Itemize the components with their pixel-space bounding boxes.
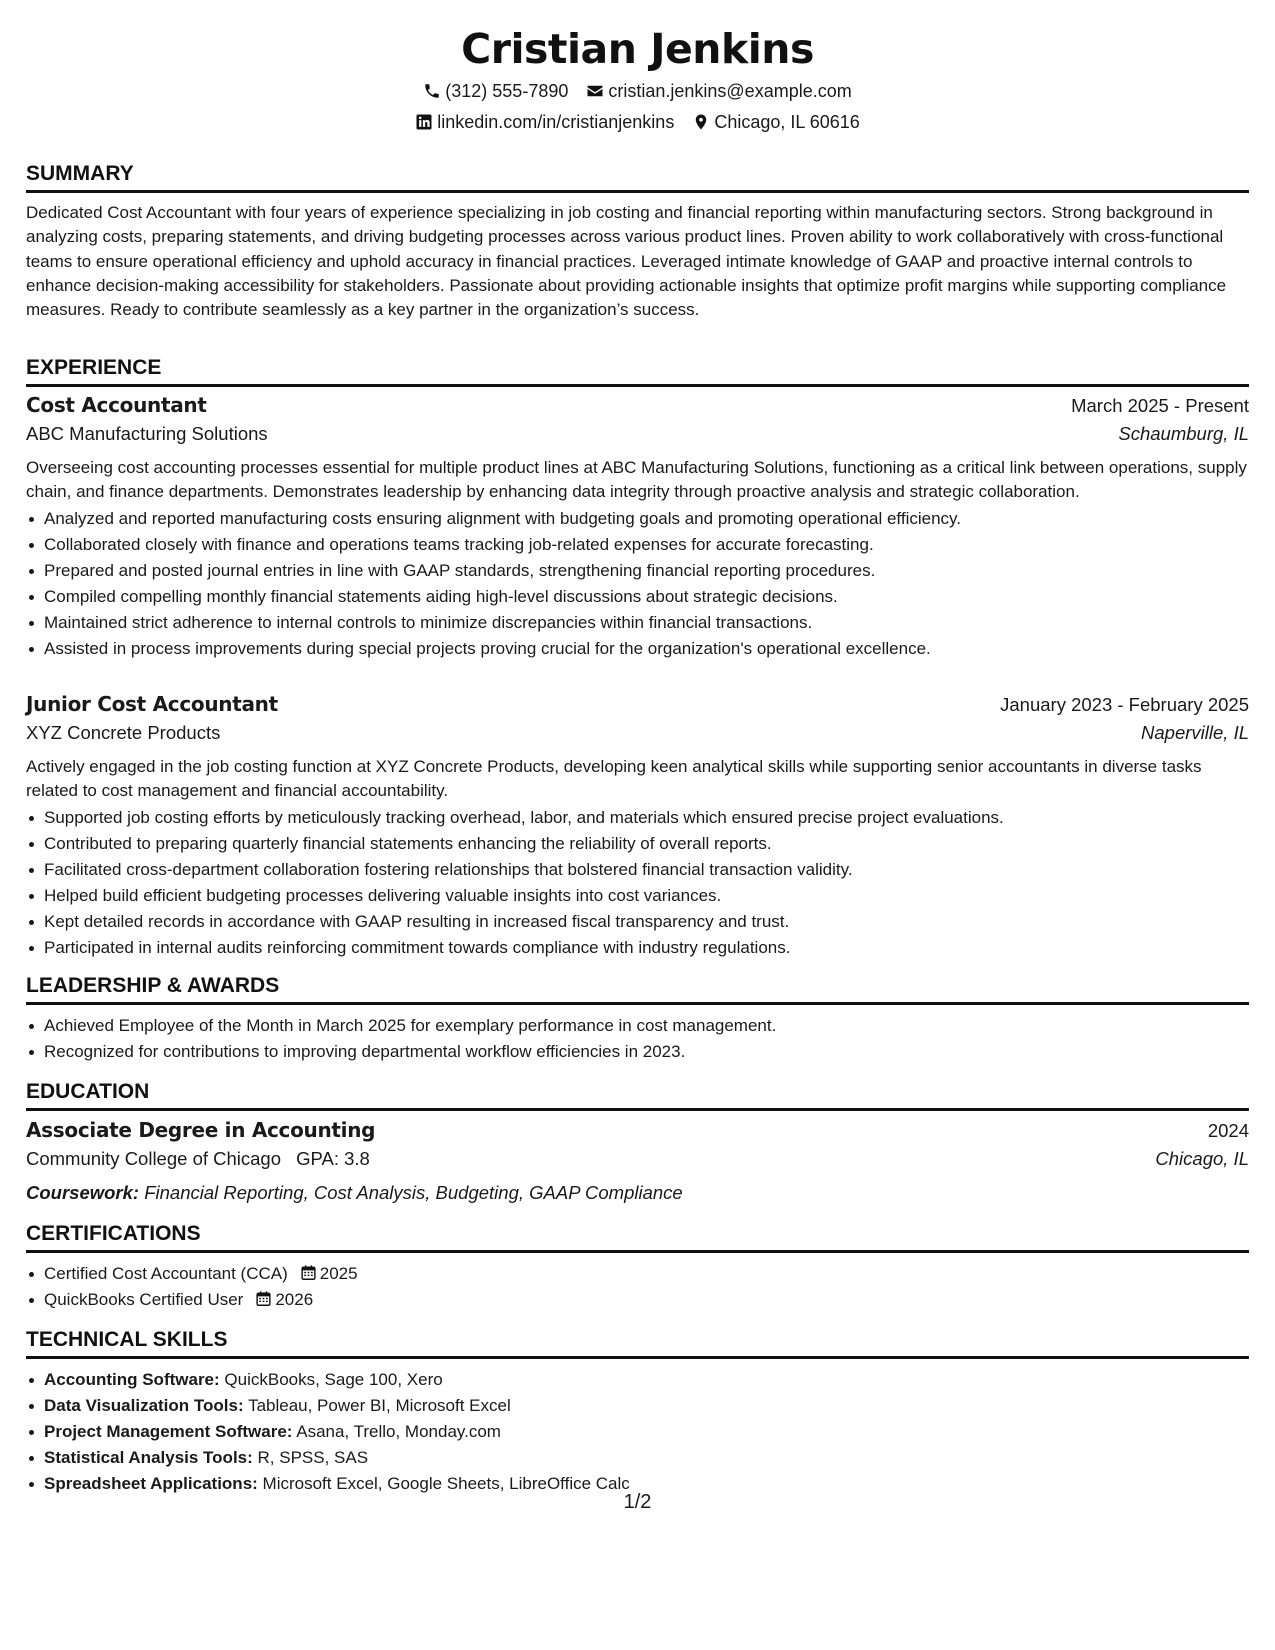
section-divider bbox=[26, 1250, 1249, 1253]
skill-list bbox=[26, 1367, 1249, 1497]
contact-line-2 bbox=[26, 111, 1249, 133]
map-pin-icon bbox=[692, 113, 710, 131]
calendar-icon bbox=[243, 1290, 275, 1309]
certification-list bbox=[26, 1261, 1249, 1313]
candidate-name: Cristian Jenkins bbox=[461, 25, 814, 73]
degree-name: Associate Degree in Accounting bbox=[26, 1118, 376, 1142]
section-heading: SUMMARY bbox=[26, 162, 134, 185]
school-location: Chicago, IL bbox=[1155, 1148, 1249, 1169]
linkedin-icon bbox=[415, 113, 433, 131]
list-item: Maintained strict adherence to internal controls to minimize discrepancies within financial transactions. bbox=[44, 610, 1249, 636]
section-heading: EXPERIENCE bbox=[26, 356, 162, 379]
summary-section bbox=[26, 162, 1249, 322]
list-item: Analyzed and reported manufacturing costs ensuring alignment with budgeting goals and promoting operational efficiency. bbox=[44, 506, 1249, 532]
list-item bbox=[44, 1445, 1249, 1471]
skill-values: R, SPSS, SAS bbox=[257, 1448, 369, 1467]
job-dates: January 2023 - February 2025 bbox=[1000, 694, 1249, 715]
job-location: Naperville, IL bbox=[1141, 722, 1249, 743]
job-bullets bbox=[26, 506, 1249, 662]
certification-year: 2025 bbox=[319, 1264, 358, 1283]
list-item: Compiled compelling monthly financial statements aiding high-level discussions about strategic decisions. bbox=[44, 584, 1249, 610]
list-item bbox=[44, 1287, 1249, 1313]
skill-category: Spreadsheet Applications: bbox=[44, 1474, 258, 1493]
section-heading: TECHNICAL SKILLS bbox=[26, 1328, 228, 1351]
job-title: Junior Cost Accountant bbox=[26, 692, 278, 716]
job-entry-1 bbox=[26, 393, 1249, 662]
skill-values: Tableau, Power BI, Microsoft Excel bbox=[248, 1396, 511, 1415]
email-address: cristian.jenkins@example.com bbox=[608, 81, 852, 101]
list-item bbox=[44, 1393, 1249, 1419]
envelope-icon bbox=[586, 82, 604, 100]
calendar-icon bbox=[288, 1264, 320, 1283]
section-divider bbox=[26, 190, 1249, 193]
job-description: Overseeing cost accounting processes essential for multiple product lines at ABC Manufacturing Solutions, functioning as a critical link between operations, supply chain, and finance departments. Demonstrates leadership by enhancing data integrity through proactive analysis and strategic collaboration. bbox=[26, 458, 1247, 502]
email-contact[interactable] bbox=[586, 80, 851, 102]
linkedin-url: linkedin.com/in/cristianjenkins bbox=[437, 112, 675, 132]
job-bullets bbox=[26, 805, 1249, 961]
certification-year: 2026 bbox=[275, 1290, 314, 1309]
phone-number: (312) 555-7890 bbox=[445, 81, 569, 101]
skill-values: QuickBooks, Sage 100, Xero bbox=[224, 1370, 443, 1389]
contact-line-1 bbox=[26, 80, 1249, 102]
list-item: Recognized for contributions to improving departmental workflow efficiencies in 2023. bbox=[44, 1039, 1249, 1065]
summary-text: Dedicated Cost Accountant with four years of experience specializing in job costing and financial reporting within manufacturing sectors. Strong background in analyzing costs, preparing statements, and driving budgeting processes across various product lines. Proven ability to work collaboratively with cross-functional teams to ensure operational efficiency and uphold accuracy in financial practices. Leveraged intimate knowledge of GAAP and proactive internal controls to enhance decision-making accessibility for stakeholders. Passionate about providing actionable insights that optimize profit margins while supporting compliance measures. Ready to contribute seamlessly as a key partner in the organization’s success. bbox=[26, 203, 1227, 320]
skill-category: Data Visualization Tools: bbox=[44, 1396, 244, 1415]
section-heading: CERTIFICATIONS bbox=[26, 1222, 201, 1245]
section-divider bbox=[26, 384, 1249, 387]
list-item: Prepared and posted journal entries in line with GAAP standards, strengthening financial reporting procedures. bbox=[44, 558, 1249, 584]
resume-page bbox=[26, 0, 1249, 1493]
job-title: Cost Accountant bbox=[26, 393, 207, 417]
list-item: Contributed to preparing quarterly financial statements enhancing the reliability of overall reports. bbox=[44, 831, 1249, 857]
list-item: Helped build efficient budgeting processes delivering valuable insights into cost variances. bbox=[44, 883, 1249, 909]
coursework-line bbox=[26, 1178, 1249, 1208]
page-number: 1/2 bbox=[623, 1491, 652, 1513]
job-dates: March 2025 - Present bbox=[1071, 395, 1249, 416]
list-item: Kept detailed records in accordance with GAAP resulting in increased fiscal transparency and trust. bbox=[44, 909, 1249, 935]
skill-category: Statistical Analysis Tools: bbox=[44, 1448, 253, 1467]
skill-values: Microsoft Excel, Google Sheets, LibreOffice Calc bbox=[262, 1474, 630, 1493]
linkedin-contact[interactable] bbox=[415, 111, 674, 133]
list-item bbox=[44, 1367, 1249, 1393]
section-divider bbox=[26, 1108, 1249, 1111]
section-heading: LEADERSHIP & AWARDS bbox=[26, 974, 280, 997]
company-name: ABC Manufacturing Solutions bbox=[26, 423, 268, 444]
section-heading: EDUCATION bbox=[26, 1080, 150, 1103]
phone-contact bbox=[423, 80, 568, 102]
section-divider bbox=[26, 1356, 1249, 1359]
list-item: Supported job costing efforts by meticulously tracking overhead, labor, and materials which ensured precise project evaluations. bbox=[44, 805, 1249, 831]
experience-section bbox=[26, 356, 1249, 387]
certification-name: QuickBooks Certified User bbox=[44, 1290, 244, 1309]
skill-category: Project Management Software: bbox=[44, 1422, 293, 1441]
list-item bbox=[44, 1419, 1249, 1445]
leadership-section bbox=[26, 974, 1249, 1065]
award-list bbox=[26, 1013, 1249, 1065]
job-location: Schaumburg, IL bbox=[1118, 423, 1249, 444]
graduation-year: 2024 bbox=[1207, 1120, 1249, 1141]
phone-icon bbox=[423, 82, 441, 100]
location-text: Chicago, IL 60616 bbox=[714, 112, 860, 132]
skills-section bbox=[26, 1328, 1249, 1497]
list-item: Collaborated closely with finance and operations teams tracking job-related expenses for accurate forecasting. bbox=[44, 532, 1249, 558]
list-item: Participated in internal audits reinforcing commitment towards compliance with industry regulations. bbox=[44, 935, 1249, 961]
list-item bbox=[44, 1261, 1249, 1287]
skill-category: Accounting Software: bbox=[44, 1370, 220, 1389]
job-entry-2 bbox=[26, 692, 1249, 961]
skill-values: Asana, Trello, Monday.com bbox=[296, 1422, 501, 1441]
job-description: Actively engaged in the job costing function at XYZ Concrete Products, developing keen analytical skills while supporting senior accountants in diverse tasks related to cost management and financial accountability. bbox=[26, 757, 1202, 801]
list-item: Facilitated cross-department collaboration fostering relationships that bolstered financial transaction validity. bbox=[44, 857, 1249, 883]
education-section bbox=[26, 1080, 1249, 1208]
certification-name: Certified Cost Accountant (CCA) bbox=[44, 1264, 288, 1283]
list-item: Assisted in process improvements during special projects proving crucial for the organization's operational excellence. bbox=[44, 636, 1249, 662]
certifications-section bbox=[26, 1222, 1249, 1313]
location-contact bbox=[692, 111, 859, 133]
gpa: GPA: 3.8 bbox=[296, 1148, 370, 1169]
school-name: Community College of Chicago bbox=[26, 1148, 282, 1169]
company-name: XYZ Concrete Products bbox=[26, 722, 221, 743]
list-item: Achieved Employee of the Month in March 2025 for exemplary performance in cost management. bbox=[44, 1013, 1249, 1039]
coursework-list: Financial Reporting, Cost Analysis, Budgeting, GAAP Compliance bbox=[144, 1182, 683, 1203]
section-divider bbox=[26, 1002, 1249, 1005]
coursework-label: Coursework: bbox=[26, 1182, 140, 1203]
